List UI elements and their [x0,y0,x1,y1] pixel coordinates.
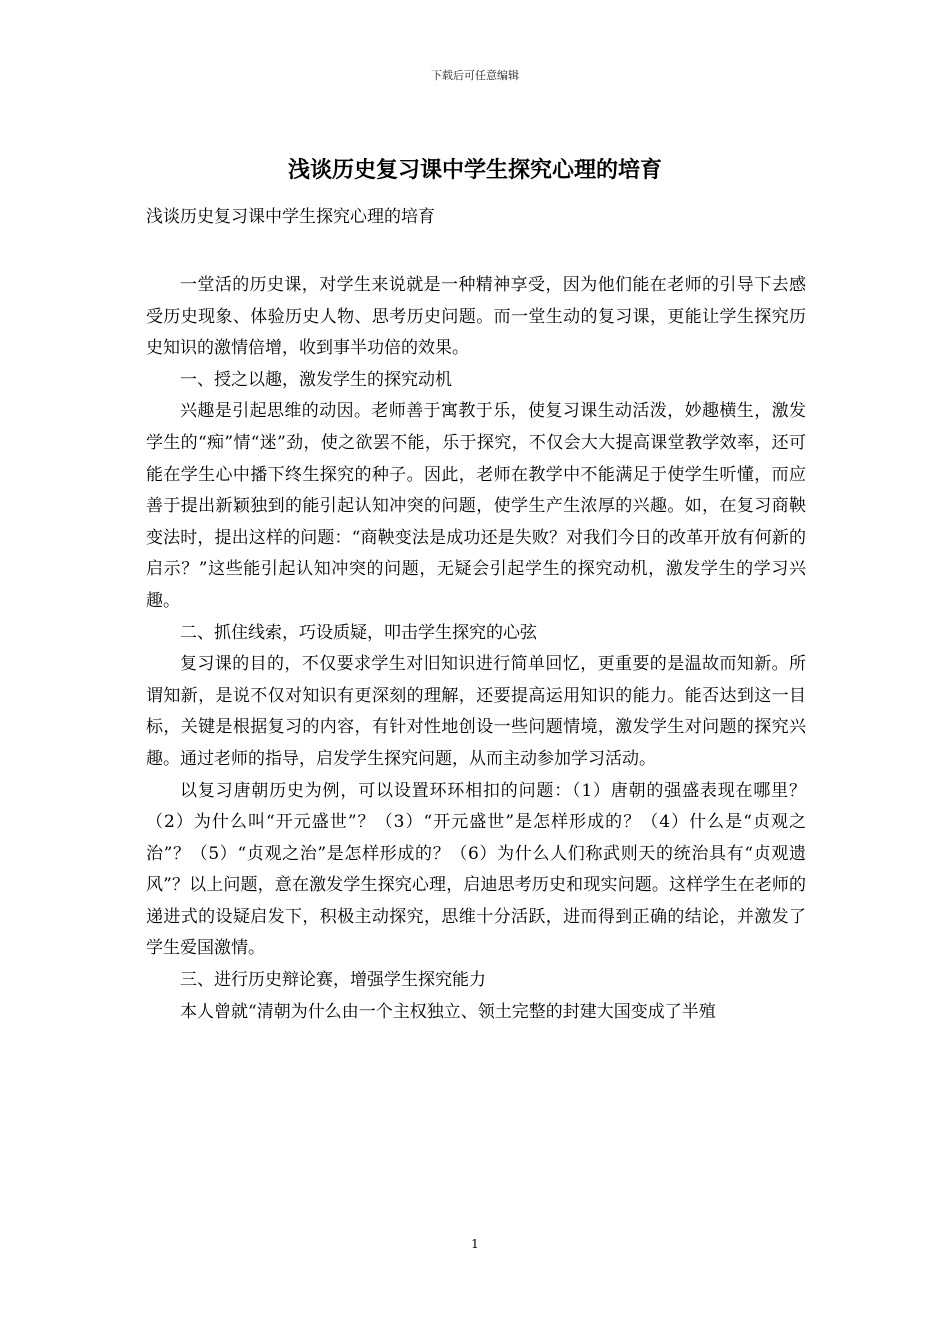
document-body [146,270,806,1028]
page-header-note: 下载后可任意编辑 [431,69,519,82]
body-paragraph: 本人曾就“清朝为什么由一个主权独立、领土完整的封建大国变成了半殖 [180,1001,716,1022]
page-number: 1 [471,1237,479,1251]
section-heading-1: 一、授之以趣，激发学生的探究动机 [180,369,452,390]
document-title: 浅谈历史复习课中学生探究心理的培育 [287,157,662,183]
document-subtitle: 浅谈历史复习课中学生探究心理的培育 [146,207,435,227]
section-heading-2: 二、抓住线索，巧设质疑，叩击学生探究的心弦 [180,622,537,643]
body-paragraph: 以复习唐朝历史为例，可以设置环环相扣的问题：（1）唐朝的强盛表现在哪里？（2）为什么叫“开元盛世”？（3）“开元盛世”是怎样形成的？（4）什么是“贞观之治”？（5）“贞观之治”是怎样形成的？（6）为什么人们称武则天的统治具有“贞观遗风”？以上问题，意在激发学生探究心理，启迪思考历史和现实问题。这样学生在老师的递进式的设疑启发下，积极主动探究，思维十分活跃，进而得到正确的结论，并激发了学生爱国激情。 [146,780,806,959]
intro-paragraph: 一堂活的历史课，对学生来说就是一种精神享受，因为他们能在老师的引导下去感受历史现象、体验历史人物、思考历史问题。而一堂生动的复习课，更能让学生探究历史知识的激情倍增，收到事半功倍的效果。 [146,275,806,359]
section-heading-3: 三、进行历史辩论赛，增强学生探究能力 [180,970,486,991]
body-paragraph: 兴趣是引起思维的动因。老师善于寓教于乐，使复习课生动活泼，妙趣横生，激发学生的“痴”情“迷”劲，使之欲罢不能，乐于探究，不仅会大大提高课堂教学效率，还可能在学生心中播下终生探究的种子。因此，老师在教学中不能满足于使学生听懂，而应善于提出新颖独到的能引起认知冲突的问题，使学生产生浓厚的兴趣。如，在复习商鞅变法时，提出这样的问题：“商鞅变法是成功还是失败？对我们今日的改革开放有何新的启示？”这些能引起认知冲突的问题，无疑会引起学生的探究动机，激发学生的学习兴趣。 [146,401,806,611]
body-paragraph: 复习课的目的，不仅要求学生对旧知识进行简单回忆，更重要的是温故而知新。所谓知新，是说不仅对知识有更深刻的理解，还要提高运用知识的能力。能否达到这一目标，关键是根据复习的内容，有针对性地创设一些问题情境，激发学生对问题的探究兴趣。通过老师的指导，启发学生探究问题，从而主动参加学习活动。 [146,654,806,769]
